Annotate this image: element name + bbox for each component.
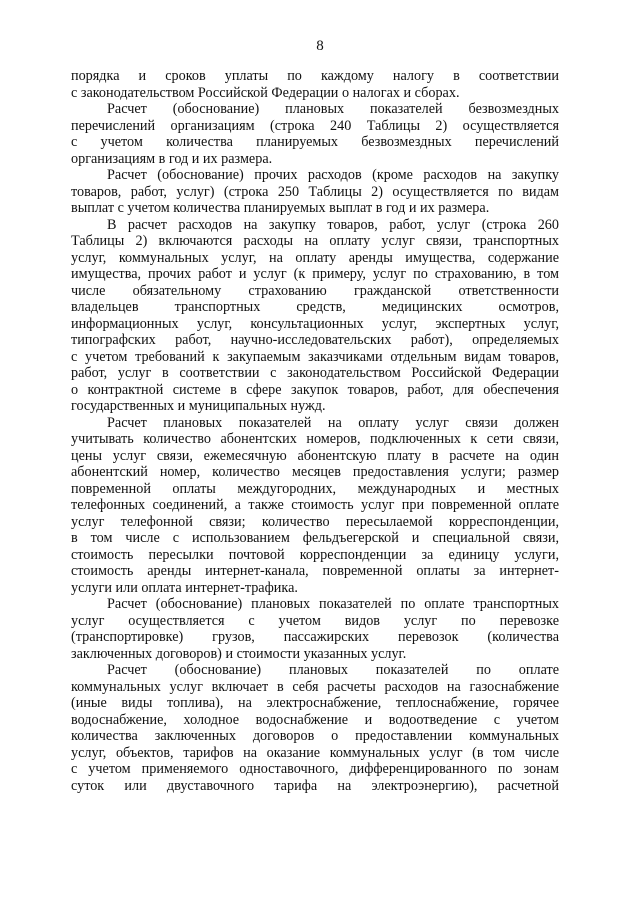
text-line: (транспортировке) грузов, пассажирских перевозок (количества: [71, 629, 559, 645]
text-line: с учетом количества планируемых безвозмездных перечислений: [71, 134, 559, 150]
text-line: владельцев транспортных средств, медицинских осмотров,: [71, 299, 559, 315]
text-line: с учетом требований к закупаемым заказчиками отдельным видам товаров,: [71, 348, 559, 365]
text-line: порядка и сроков уплаты по каждому налогу в соответствии: [71, 68, 559, 84]
page-number: 8: [316, 38, 324, 54]
text-line: государственных и муниципальных нужд.: [71, 398, 326, 414]
text-line: информационных услуг, консультационных услуг, экспертных услуг,: [71, 315, 559, 332]
text-line: телефонных соединений, а также стоимость услуг при повременной оплате: [71, 497, 559, 513]
text-line: стоимость аренды интернет-канала, повременной оплаты за интернет-: [71, 563, 559, 579]
text-line: Расчет (обоснование) прочих расходов (кроме расходов на закупку: [107, 167, 559, 183]
text-line: в том числе с использованием фельдъегерской и специальной связи,: [71, 530, 559, 546]
text-line: числе обязательному страхованию гражданской ответственности: [71, 282, 559, 299]
text-line: услуг, коммунальных услуг, на оплату аренды имущества, содержание: [71, 249, 559, 266]
text-line: перечислений организациям (строка 240 Таблицы 2) осуществляется: [71, 117, 559, 134]
text-line: организациям в год и их размера.: [71, 150, 273, 167]
text-line: услуг телефонной связи; количество пересылаемой корреспонденции,: [71, 513, 559, 530]
text-line: стоимость пересылки почтовой корреспонденции за единицу услуги,: [71, 546, 559, 563]
text-line: коммунальных услуг включает в себя расчеты расходов на газоснабжение: [71, 678, 559, 695]
text-line: абонентский номер, количество месяцев предоставления услуги; размер: [71, 464, 559, 480]
text-line: товаров, работ, услуг) (строка 250 Таблицы 2) осуществляется по видам: [71, 183, 559, 200]
text-line: цены услуг связи, ежемесячную абонентскую плату в расчете на один: [71, 447, 559, 464]
text-line: водоснабжение, холодное водоснабжение и водоотведение с учетом: [71, 711, 559, 728]
text-line: работ, услуг в соответствии с законодательством Российской Федерации: [71, 365, 559, 381]
text-line: Расчет (обоснование) плановых показателей по оплате: [107, 662, 559, 678]
text-line: количества заключенных договоров о предоставлении коммунальных: [71, 728, 559, 744]
text-line: имущества, прочих работ и услуг (к примеру, услуг по страхованию, в том: [71, 266, 559, 282]
text-line: заключенных договоров) и стоимости указанных услуг.: [71, 645, 407, 662]
text-line: Расчет (обоснование) плановых показателей по оплате транспортных: [107, 596, 559, 612]
text-line: типографских работ, научно-исследовательских работ), определяемых: [71, 332, 559, 348]
text-line: суток или двуставочного тарифа на электроэнергию), расчетной: [71, 777, 559, 794]
text-line: услуг осуществляется с учетом видов услуг по перевозке: [71, 612, 559, 629]
text-line: Таблицы 2) включаются расходы на оплату услуг связи, транспортных: [71, 233, 559, 249]
text-line: с законодательством Российской Федерации о налогах и сборах.: [71, 84, 460, 101]
text-line: учитывать количество абонентских номеров, подключенных к сети связи,: [71, 431, 559, 447]
text-line: выплат с учетом количества планируемых выплат в год и их размера.: [71, 200, 490, 216]
text-line: о контрактной системе в сфере закупок товаров, работ, для обеспечения: [71, 381, 559, 398]
body-text: [71, 68, 559, 794]
text-line: (иные виды топлива), на электроснабжение, теплоснабжение, горячее: [71, 695, 559, 711]
text-line: с учетом применяемого одноставочного, дифференцированного по зонам: [71, 761, 559, 777]
text-line: В расчет расходов на закупку товаров, работ, услуг (строка 260: [107, 216, 559, 233]
text-line: Расчет (обоснование) плановых показателей безвозмездных: [107, 101, 559, 117]
text-line: услуг, объектов, тарифов на оказание коммунальных услуг (в том числе: [71, 744, 559, 761]
text-line: повременной оплаты междугородних, международных и местных: [71, 480, 559, 497]
text-line: услуги или оплата интернет-трафика.: [71, 579, 298, 596]
text-line: Расчет плановых показателей на оплату услуг связи должен: [107, 414, 559, 431]
